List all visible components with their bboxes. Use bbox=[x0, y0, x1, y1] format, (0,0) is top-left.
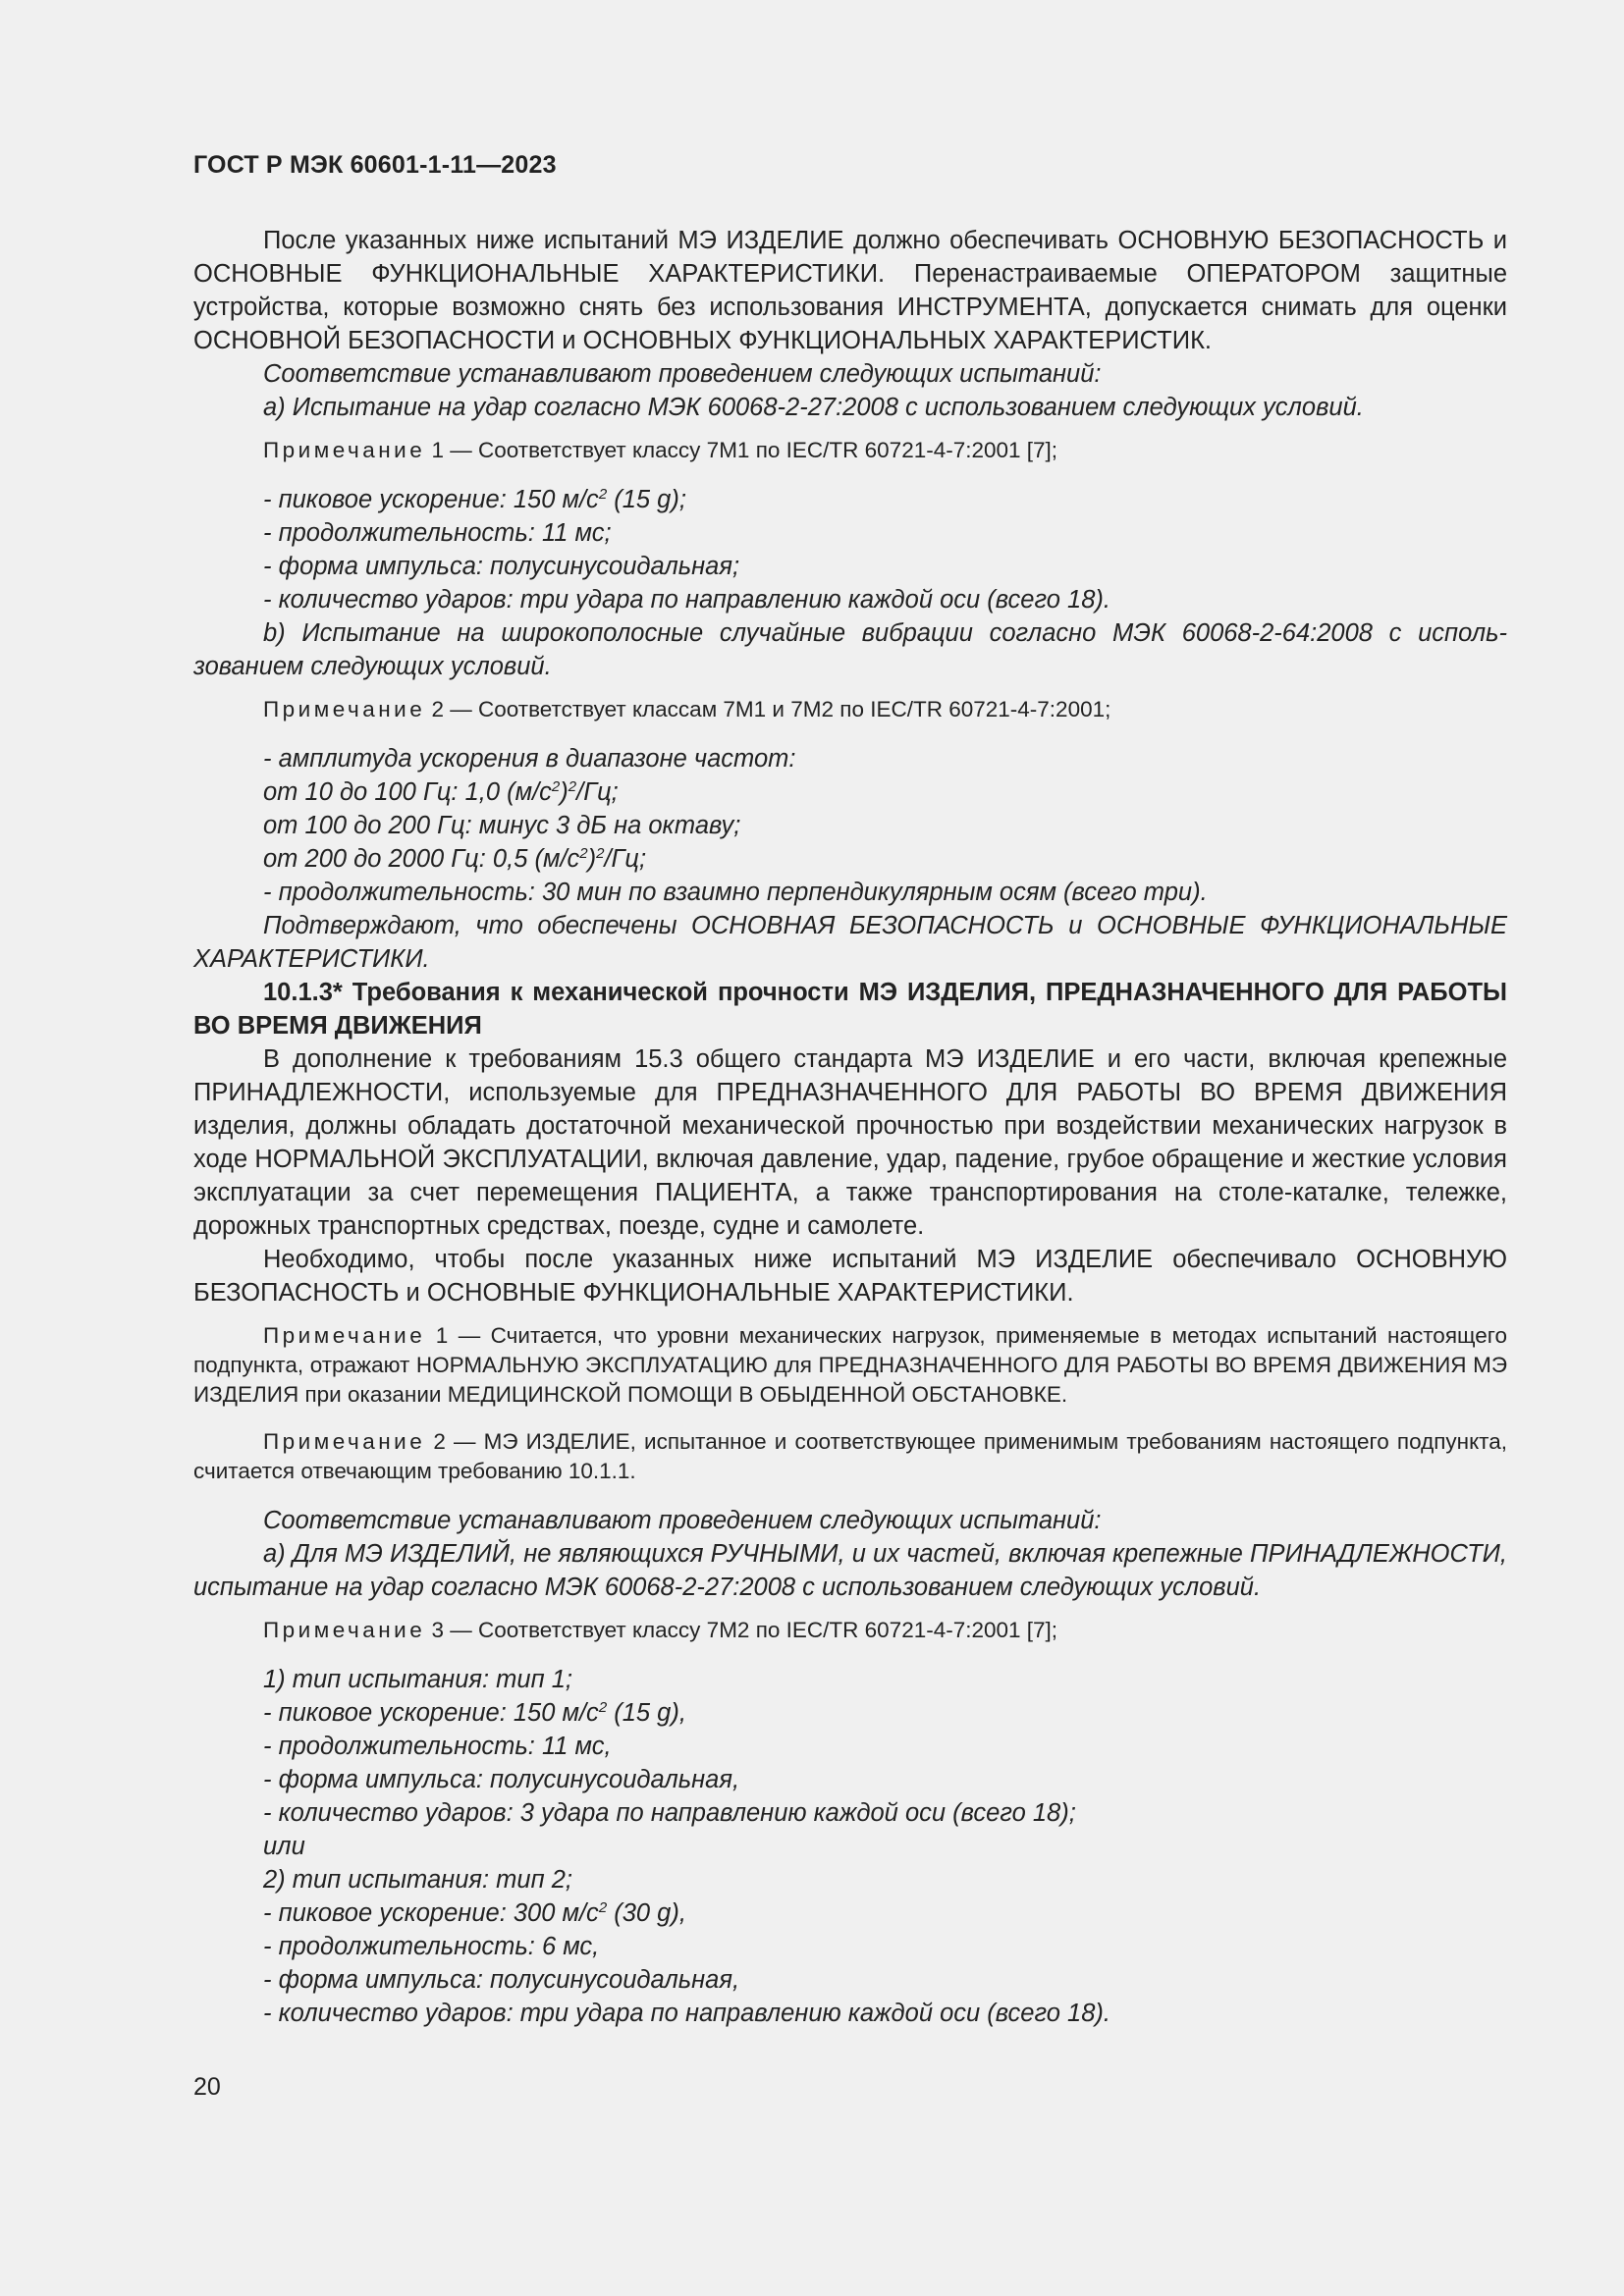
list-item: - продолжительность: 6 мс, bbox=[263, 1933, 600, 1960]
list-item: - количество ударов: 3 удара по направлению каждой оси (всего 18); bbox=[263, 1799, 1076, 1827]
section-heading: 10.1.3* Требования к механической прочности МЭ ИЗДЕЛИЯ, ПРЕДНАЗНАЧЕННОГО ДЛЯ РАБОТЫ ВО ВРЕМЯ ДВИЖЕНИЯ bbox=[193, 979, 1507, 1040]
document-body bbox=[193, 224, 1507, 2030]
superscript: 2 bbox=[596, 845, 605, 862]
superscript: 2 bbox=[551, 778, 561, 795]
note-text: 3 — Соответствует классу 7M2 по IEC/TR 60721-4-7:2001 [7]; bbox=[425, 1618, 1058, 1642]
paragraph: После указанных ниже испытаний МЭ ИЗДЕЛИЕ должно обеспечивать ОСНОВНУЮ БЕЗОПАСНОСТЬ и ОСНОВНЫЕ ФУНКЦИОНАЛЬНЫЕ ХАРАКТЕРИСТИКИ. Перенастраиваемые ОПЕРАТОРОМ защитные устройства, которые возможно снять без использования ИНСТРУМЕНТА, допускается снимать для оценки ОСНОВНОЙ БЕЗОПАСНОСТИ и ОСНОВНЫХ ФУНКЦИОНАЛЬНЫХ ХАРАКТЕРИСТИК. bbox=[193, 227, 1507, 354]
note-label: Примечание bbox=[263, 1618, 426, 1642]
list-item: - продолжительность: 11 мс; bbox=[263, 519, 612, 547]
note bbox=[193, 436, 1507, 465]
list-item-text: /Гц; bbox=[576, 778, 619, 806]
compliance-statement: Соответствие устанавливают проведением следующих испытаний: bbox=[263, 1507, 1102, 1534]
list-item: - амплитуда ускорения в диапазоне частот: bbox=[263, 745, 796, 773]
list-item bbox=[193, 842, 1507, 876]
compliance-statement: Соответствие устанавливают проведением следующих испытаний: bbox=[263, 360, 1102, 388]
list-item-text: (15 g), bbox=[607, 1699, 686, 1727]
superscript: 2 bbox=[579, 845, 588, 862]
list-item-text: (30 g), bbox=[607, 1899, 686, 1927]
note bbox=[193, 1427, 1507, 1486]
superscript: 2 bbox=[598, 1699, 608, 1716]
list-item-text: от 10 до 100 Гц: 1,0 (м/с bbox=[263, 778, 552, 806]
note bbox=[193, 1321, 1507, 1410]
list-item: от 100 до 200 Гц: минус 3 дБ на октаву; bbox=[263, 812, 741, 839]
list-item: - количество ударов: три удара по направлению каждой оси (всего 18). bbox=[263, 2000, 1110, 2027]
list-item-text: ) bbox=[587, 845, 597, 873]
list-item-text: ) bbox=[560, 778, 568, 806]
superscript: 2 bbox=[598, 486, 608, 503]
note bbox=[193, 1616, 1507, 1645]
list-item: 2) тип испытания: тип 2; bbox=[263, 1866, 572, 1894]
note-label: Примечание bbox=[263, 1323, 426, 1348]
list-item-text: от 200 до 2000 Гц: 0,5 (м/с bbox=[263, 845, 580, 873]
list-item bbox=[193, 1696, 1507, 1730]
list-item: - продолжительность: 11 мс, bbox=[263, 1733, 612, 1760]
note bbox=[193, 695, 1507, 724]
list-item-text: (15 g); bbox=[607, 486, 686, 513]
page-number: 20 bbox=[193, 2073, 221, 2101]
list-item bbox=[193, 1896, 1507, 1930]
note-label: Примечание bbox=[263, 697, 426, 721]
list-item bbox=[193, 483, 1507, 516]
list-item: 1) тип испытания: тип 1; bbox=[263, 1666, 572, 1693]
note-text: 1 — Считается, что уровни механических нагрузок, применяемые в методах испытаний настоящего подпункта, отражают НОРМАЛЬНУЮ ЭКСПЛУАТАЦИЮ для ПРЕДНАЗНАЧЕННОГО ДЛЯ РАБОТЫ ВО ВРЕМЯ ДВИЖЕНИЯ МЭ ИЗДЕЛИЯ при оказании МЕДИЦИНСКОЙ ПОМОЩИ В ОБЫДЕННОЙ ОБСТАНОВКЕ. bbox=[193, 1323, 1507, 1407]
list-item: - продолжительность: 30 мин по взаимно перпендикулярным осям (всего три). bbox=[263, 879, 1208, 906]
test-item: a) Для МЭ ИЗДЕЛИЙ, не являющихся РУЧНЫМИ, и их частей, включая крепежные ПРИНАДЛЕЖНОСТИ, испытание на удар согласно МЭК 60068-2-27:2008 с использованием следующих условий. bbox=[193, 1540, 1507, 1601]
list-item: - количество ударов: три удара по направлению каждой оси (всего 18). bbox=[263, 586, 1110, 614]
list-item: или bbox=[263, 1833, 305, 1860]
list-item: - форма импульса: полусинусоидальная, bbox=[263, 1966, 740, 1994]
note-label: Примечание bbox=[263, 1429, 426, 1454]
test-item: a) Испытание на удар согласно МЭК 60068-2-27:2008 с использованием следующих условий. bbox=[263, 394, 1364, 421]
test-item: b) Испытание на широкополосные случайные вибрации согласно МЭК 60068-2-64:2008 с использованием следующих условий. bbox=[193, 619, 1507, 680]
note-text: 2 — МЭ ИЗДЕЛИЕ, испытанное и соответствующее применимым требованиям настоящего подпункта, считается отвечающим требованию 10.1.1. bbox=[193, 1429, 1507, 1483]
list-item-text: - пиковое ускорение: 150 м/с bbox=[263, 486, 599, 513]
list-item: - форма импульса: полусинусоидальная; bbox=[263, 553, 740, 580]
list-item bbox=[193, 775, 1507, 809]
superscript: 2 bbox=[598, 1899, 608, 1916]
note-text: 2 — Соответствует классам 7M1 и 7M2 по IEC/TR 60721-4-7:2001; bbox=[425, 697, 1111, 721]
list-item-text: /Гц; bbox=[604, 845, 647, 873]
superscript: 2 bbox=[568, 778, 577, 795]
list-item-text: - пиковое ускорение: 300 м/с bbox=[263, 1899, 599, 1927]
list-item-text: - пиковое ускорение: 150 м/с bbox=[263, 1699, 599, 1727]
paragraph: Необходимо, чтобы после указанных ниже испытаний МЭ ИЗДЕЛИЕ обеспечивало ОСНОВНУЮ БЕЗОПАСНОСТЬ и ОСНОВНЫЕ ФУНКЦИОНАЛЬНЫЕ ХАРАКТЕРИСТИКИ. bbox=[193, 1246, 1507, 1307]
list-item: - форма импульса: полусинусоидальная, bbox=[263, 1766, 740, 1793]
paragraph: Подтверждают, что обеспечены ОСНОВНАЯ БЕЗОПАСНОСТЬ и ОСНОВНЫЕ ФУНКЦИОНАЛЬНЫЕ ХАРАКТЕРИСТИКИ. bbox=[193, 912, 1507, 973]
note-label: Примечание bbox=[263, 438, 426, 462]
note-text: 1 — Соответствует классу 7M1 по IEC/TR 60721-4-7:2001 [7]; bbox=[425, 438, 1058, 462]
document-header: ГОСТ Р МЭК 60601-1-11—2023 bbox=[193, 151, 557, 179]
paragraph: В дополнение к требованиям 15.3 общего стандарта МЭ ИЗДЕЛИЕ и его части, включая крепежные ПРИНАДЛЕЖНОСТИ, используемые для ПРЕДНАЗНАЧЕННОГО ДЛЯ РАБОТЫ ВО ВРЕМЯ ДВИЖЕНИЯ изделия, должны обладать достаточной механической прочностью при воздействии механических нагрузок в ходе НОРМАЛЬНОЙ ЭКСПЛУАТАЦИИ, включая давление, удар, падение, грубое обращение и жесткие условия эксплуатации за счет перемещения ПАЦИЕНТА, а также транспортирования на столе-каталке, тележке, дорожных транспортных средствах, поезде, судне и самолете. bbox=[193, 1045, 1507, 1240]
